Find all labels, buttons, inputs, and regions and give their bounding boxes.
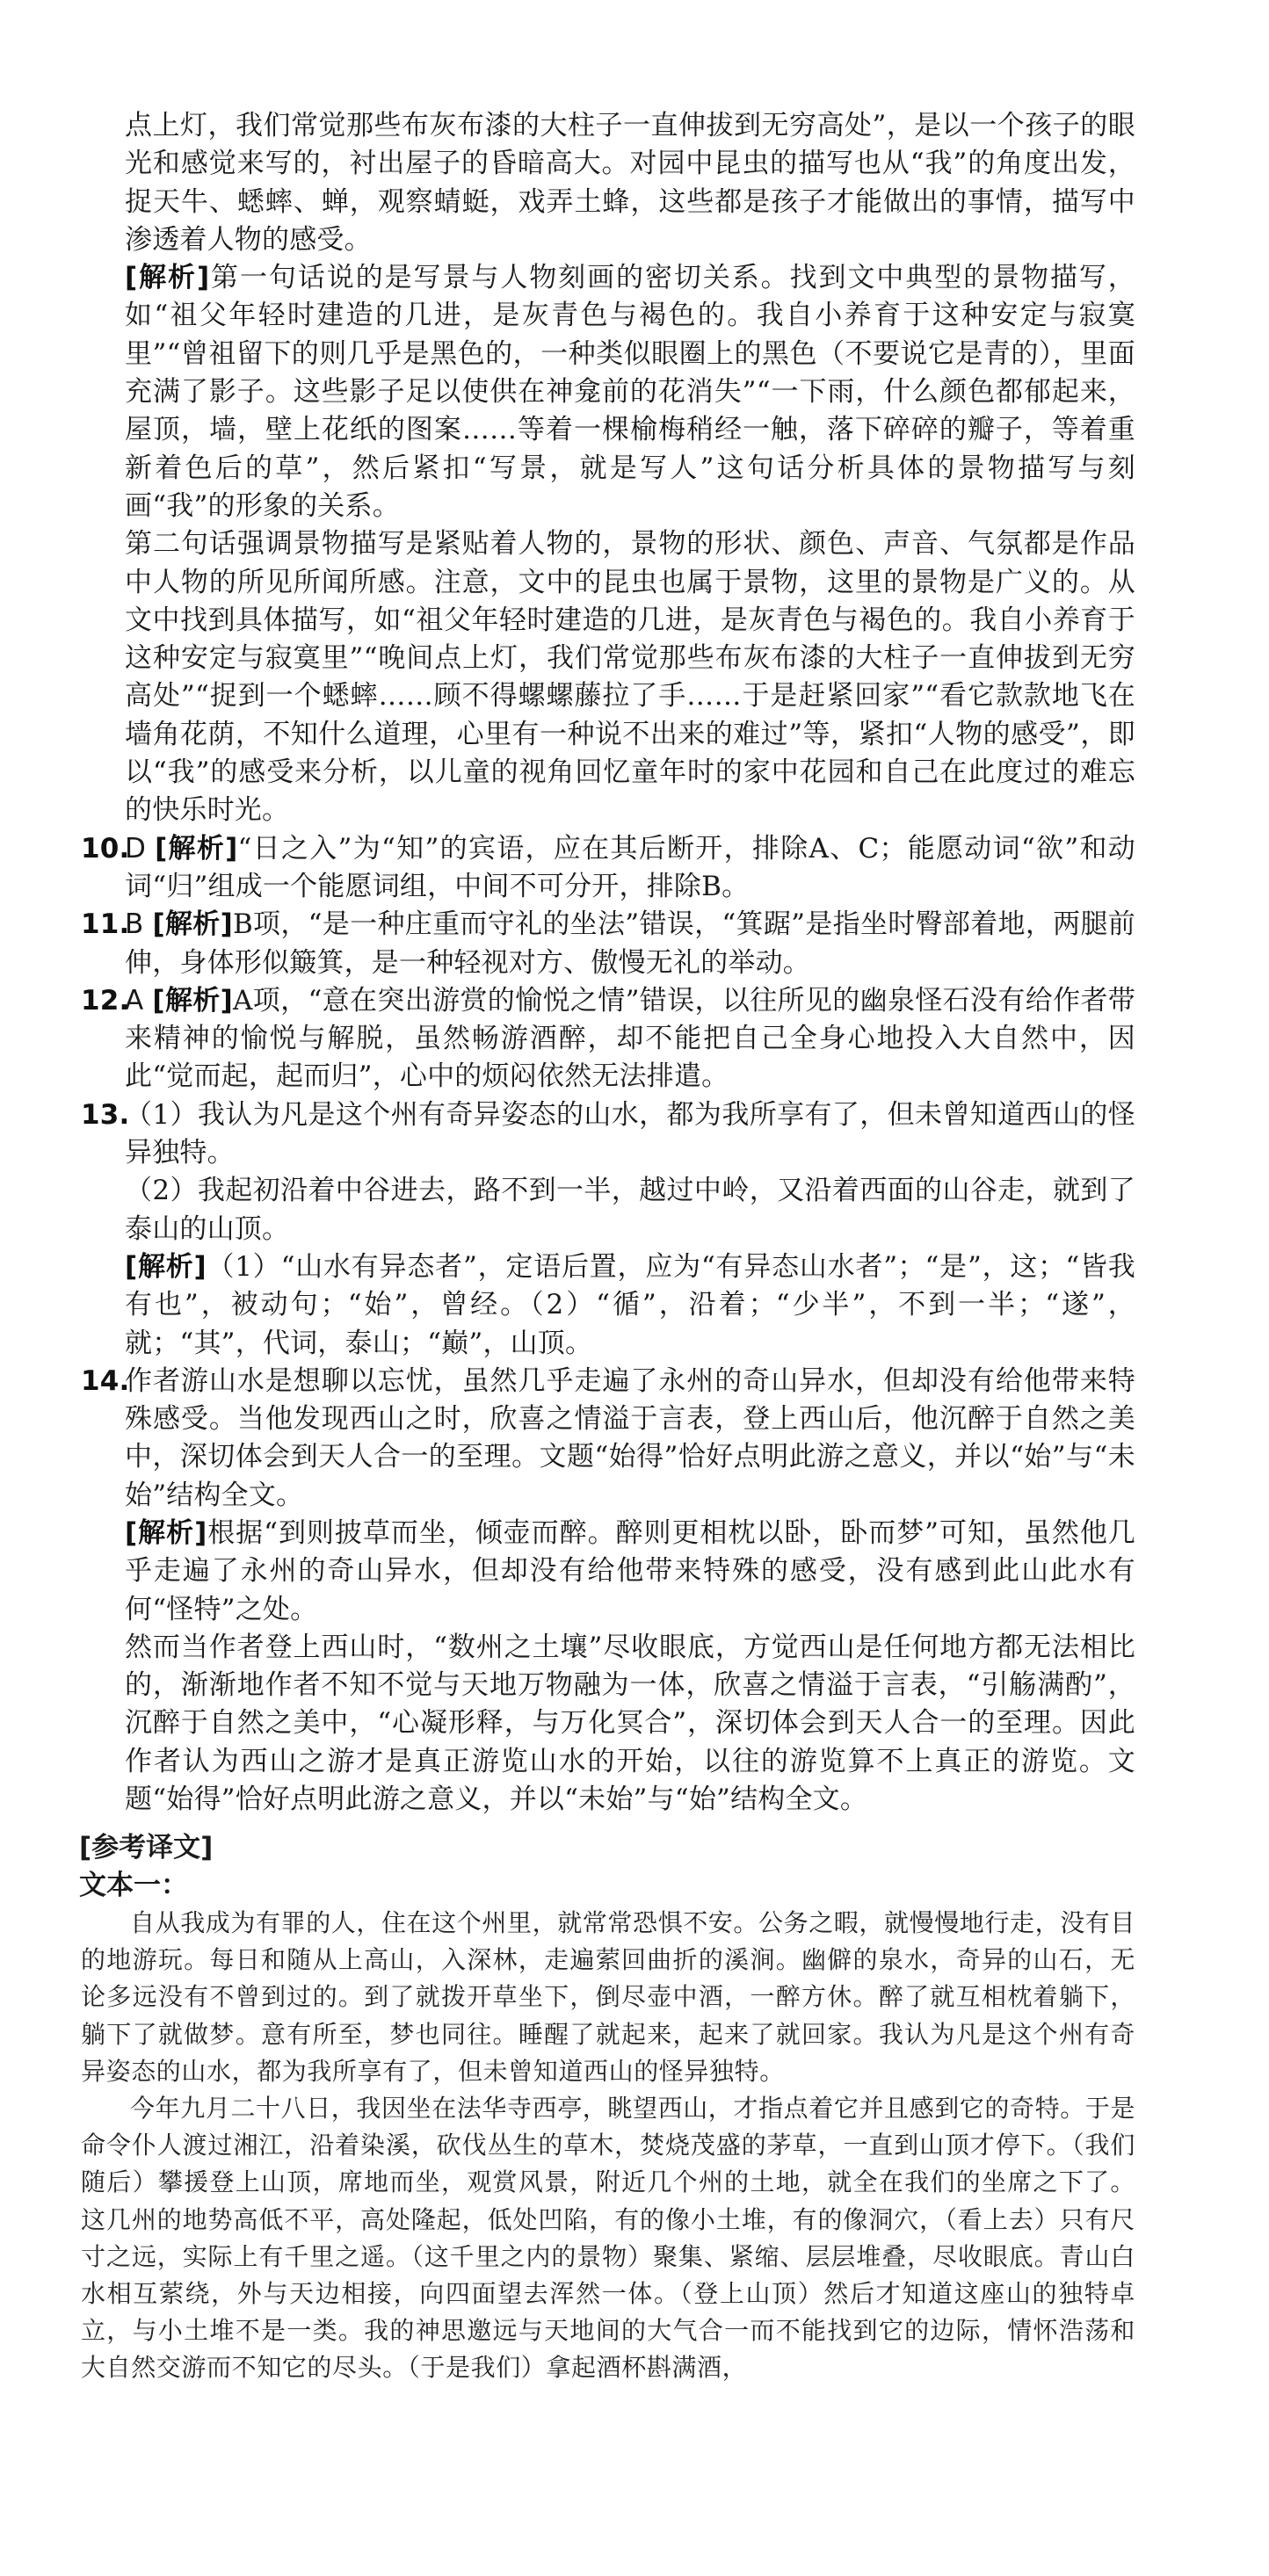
question-number: 12. bbox=[81, 984, 130, 1017]
translation-answer-2: （2）我起初沿着中谷进去，路不到一半，越过中岭，又沿着西面的山谷走，就到了泰山的山顶。 bbox=[125, 1175, 1135, 1245]
translation-paragraph-1: 自从我成为有罪的人，住在这个州里，就常常恐惧不安。公务之暇，就慢慢地行走，没有目的地游玩。每日和随从上高山，入深林，走遍萦回曲折的溪涧。幽僻的泉水，奇异的山石，无论多远没有不曾到过的。到了就拨开草坐下，倒尽壶中酒，一醉方休。醉了就互相枕着躺下，躺下了就做梦。意有所至，梦也同往。睡醒了就起来，起来了就回家。我认为凡是这个州有奇异姿态的山水，都为我所享有了，但未曾知道西山的怪异独特。 bbox=[81, 1908, 1136, 2086]
question-14 bbox=[81, 1363, 1135, 1820]
analysis-tag: [解析] bbox=[152, 908, 233, 941]
answer-letter: D bbox=[125, 832, 147, 865]
question-11 bbox=[81, 906, 1135, 982]
analysis-text: A项，“意在突出游赏的愉悦之情”错误，以往所见的幽泉怪石没有给作者带来精神的愉悦与解脱，虽然畅游酒醉，却不能把自己全身心地投入大自然中，因此“觉而起，起而归”，心中的烦闷依然无法排遣。 bbox=[125, 984, 1135, 1093]
text-heading: 文本一： bbox=[79, 1870, 188, 1901]
answer-letter: B bbox=[125, 908, 144, 941]
answer-section-upper bbox=[81, 107, 1135, 1819]
analysis-tag: [解析] bbox=[125, 1516, 207, 1549]
question-number: 10. bbox=[81, 832, 130, 865]
answer-letter: A bbox=[125, 984, 144, 1017]
question-12 bbox=[81, 982, 1135, 1096]
question-14-analysis-2: 然而当作者登上西山时，“数州之土壤”尽收眼底，方觉西山是任何地方都无法相比的，渐渐地作者不知不觉与天地万物融为一体，欣喜之情溢于言表，“引觞满酌”，沉醉于自然之美中，“心凝形释，与万化冥合”，深切体会到天人合一的至理。因此作者认为西山之游才是真正游览山水的开始，以往的游览算不上真正的游览。文题“始得”恰好点明此游之意义，并以“未始”与“始”结构全文。 bbox=[125, 1631, 1135, 1816]
question-14-answer: 作者游山水是想聊以忘忧，虽然几乎走遍了永州的奇山异水，但却没有给他带来特殊感受。当他发现西山之时，欣喜之情溢于言表，登上西山后，他沉醉于自然之美中，深切体会到天人合一的至理。文题“始得”恰好点明此游之意义，并以“始”与“未始”结构全文。 bbox=[125, 1364, 1135, 1511]
analysis-text: B项，“是一种庄重而守礼的坐法”错误，“箕踞”是指坐时臀部着地，两腿前伸，身体形似簸箕，是一种轻视对方、傲慢无礼的举动。 bbox=[125, 908, 1135, 979]
analysis-tag: [解析] bbox=[125, 262, 210, 294]
question-13-analysis bbox=[125, 1248, 1135, 1363]
analysis-text: 根据“到则披草而坐，倾壶而醉。醉则更相枕以卧，卧而梦”可知，虽然他几乎走遍了永州的奇山异水，但却没有给他带来特殊的感受，没有感到此山此水有何“怪特”之处。 bbox=[125, 1516, 1135, 1625]
question-number: 13. bbox=[81, 1098, 130, 1131]
analysis-tag: [解析] bbox=[155, 832, 238, 865]
question-number: 11. bbox=[81, 908, 130, 941]
translation-paragraph-2: 今年九月二十八日，我因坐在法华寺西亭，眺望西山，才指点着它并且感到它的奇特。于是命令仆人渡过湘江，沿着染溪，砍伐丛生的草木，焚烧茂盛的茅草，一直到山顶才停下。（我们随后）攀援登上山顶，席地而坐，观赏风景，附近几个州的土地，就全在我们的坐席之下了。这几州的地势高低不平，高处隆起，低处凹陷，有的像小土堆，有的像洞穴，（看上去）只有尺寸之远，实际上有千里之遥。（这千里之内的景物）聚集、紧缩、层层堆叠，尽收眼底。青山白水相互萦绕，外与天边相接，向四面望去浑然一体。（登上山顶）然后才知道这座山的独特卓立，与小土堆不是一类。我的神思邀远与天地间的大气合一而不能找到它的边际，情怀浩荡和大自然交游而不知它的尽头。（于是我们）拿起酒杯斟满酒， bbox=[81, 2094, 1136, 2383]
essay-analysis-paragraph-2: 第二句话强调景物描写是紧贴着人物的，景物的形状、颜色、声音、气氛都是作品中人物的所见所闻所感。注意，文中的昆虫也属于景物，这里的景物是广义的。从文中找到具体描写，如“祖父年轻时建造的几进，是灰青色与褐色的。我自小养育于这种安定与寂寞里”“晚间点上灯，我们常觉那些布灰布漆的大柱子一直伸拔到无穷高处”“捉到一个蟋蟀……顾不得螺螺藤拉了手……于是赶紧回家”“看它款款地飞在墙角花荫，不知什么道理，心里有一种说不出来的难过”等，紧扣“人物的感受”，即以“我”的感受来分析，以儿童的视角回忆童年时的家中花园和自己在此度过的难忘的快乐时光。 bbox=[125, 528, 1135, 827]
translation-answer-1: （1）我认为凡是这个州有奇异姿态的山水，都为我所享有了，但未曾知道西山的怪异独特。 bbox=[125, 1098, 1135, 1169]
analysis-tag: [解析] bbox=[125, 1250, 207, 1283]
question-10 bbox=[81, 830, 1135, 907]
question-14-analysis-1 bbox=[125, 1515, 1135, 1629]
analysis-tag: [解析] bbox=[152, 984, 234, 1017]
essay-analysis-intro: 点上灯，我们常觉那些布灰布漆的大柱子一直伸拔到无穷高处”，是以一个孩子的眼光和感觉来写的，衬出屋子的昏暗高大。对园中昆虫的描写也从“我”的角度出发，捉天牛、蟋蟀、蝉，观察蜻蜓，戏弄土蜂，这些都是孩子才能做出的事情，描写中渗透着人物的感受。 bbox=[125, 110, 1135, 256]
section-heading: [参考译文] bbox=[79, 1832, 214, 1863]
question-13 bbox=[81, 1096, 1135, 1363]
reference-translation-section bbox=[81, 1829, 1135, 2387]
question-number: 14. bbox=[81, 1364, 130, 1397]
analysis-text: 第一句话说的是写景与人物刻画的密切关系。找到文中典型的景物描写，如“祖父年轻时建造的几进，是灰青色与褐色的。我自小养育于这种安定与寂寞里”“曾祖留下的则几乎是黑色的，一种类似眼圈上的黑色（不要说它是青的），里面充满了影子。这些影子足以使供在神龛前的花消失”“一下雨，什么颜色都郁起来，屋顶，墙，壁上花纸的图案……等着一棵榆梅稍经一触，落下碎碎的瓣子，等着重新着色后的草”，然后紧扣“写景，就是写人”这句话分析具体的景物描写与刻画“我”的形象的关系。 bbox=[125, 262, 1135, 522]
analysis-text: “日之入”为“知”的宾语，应在其后断开，排除A、C；能愿动词“欲”和动词“归”组成一个能愿词组，中间不可分开，排除B。 bbox=[125, 832, 1135, 902]
essay-analysis-paragraph-1 bbox=[81, 259, 1135, 525]
analysis-text: （1）“山水有异态者”，定语后置，应为“有异态山水者”；“是”，这；“皆我有也”，被动句；“始”，曾经。（2）“循”，沿着；“少半”，不到一半；“遂”，就；“其”，代词，泰山；“巅”，山顶。 bbox=[125, 1250, 1135, 1359]
